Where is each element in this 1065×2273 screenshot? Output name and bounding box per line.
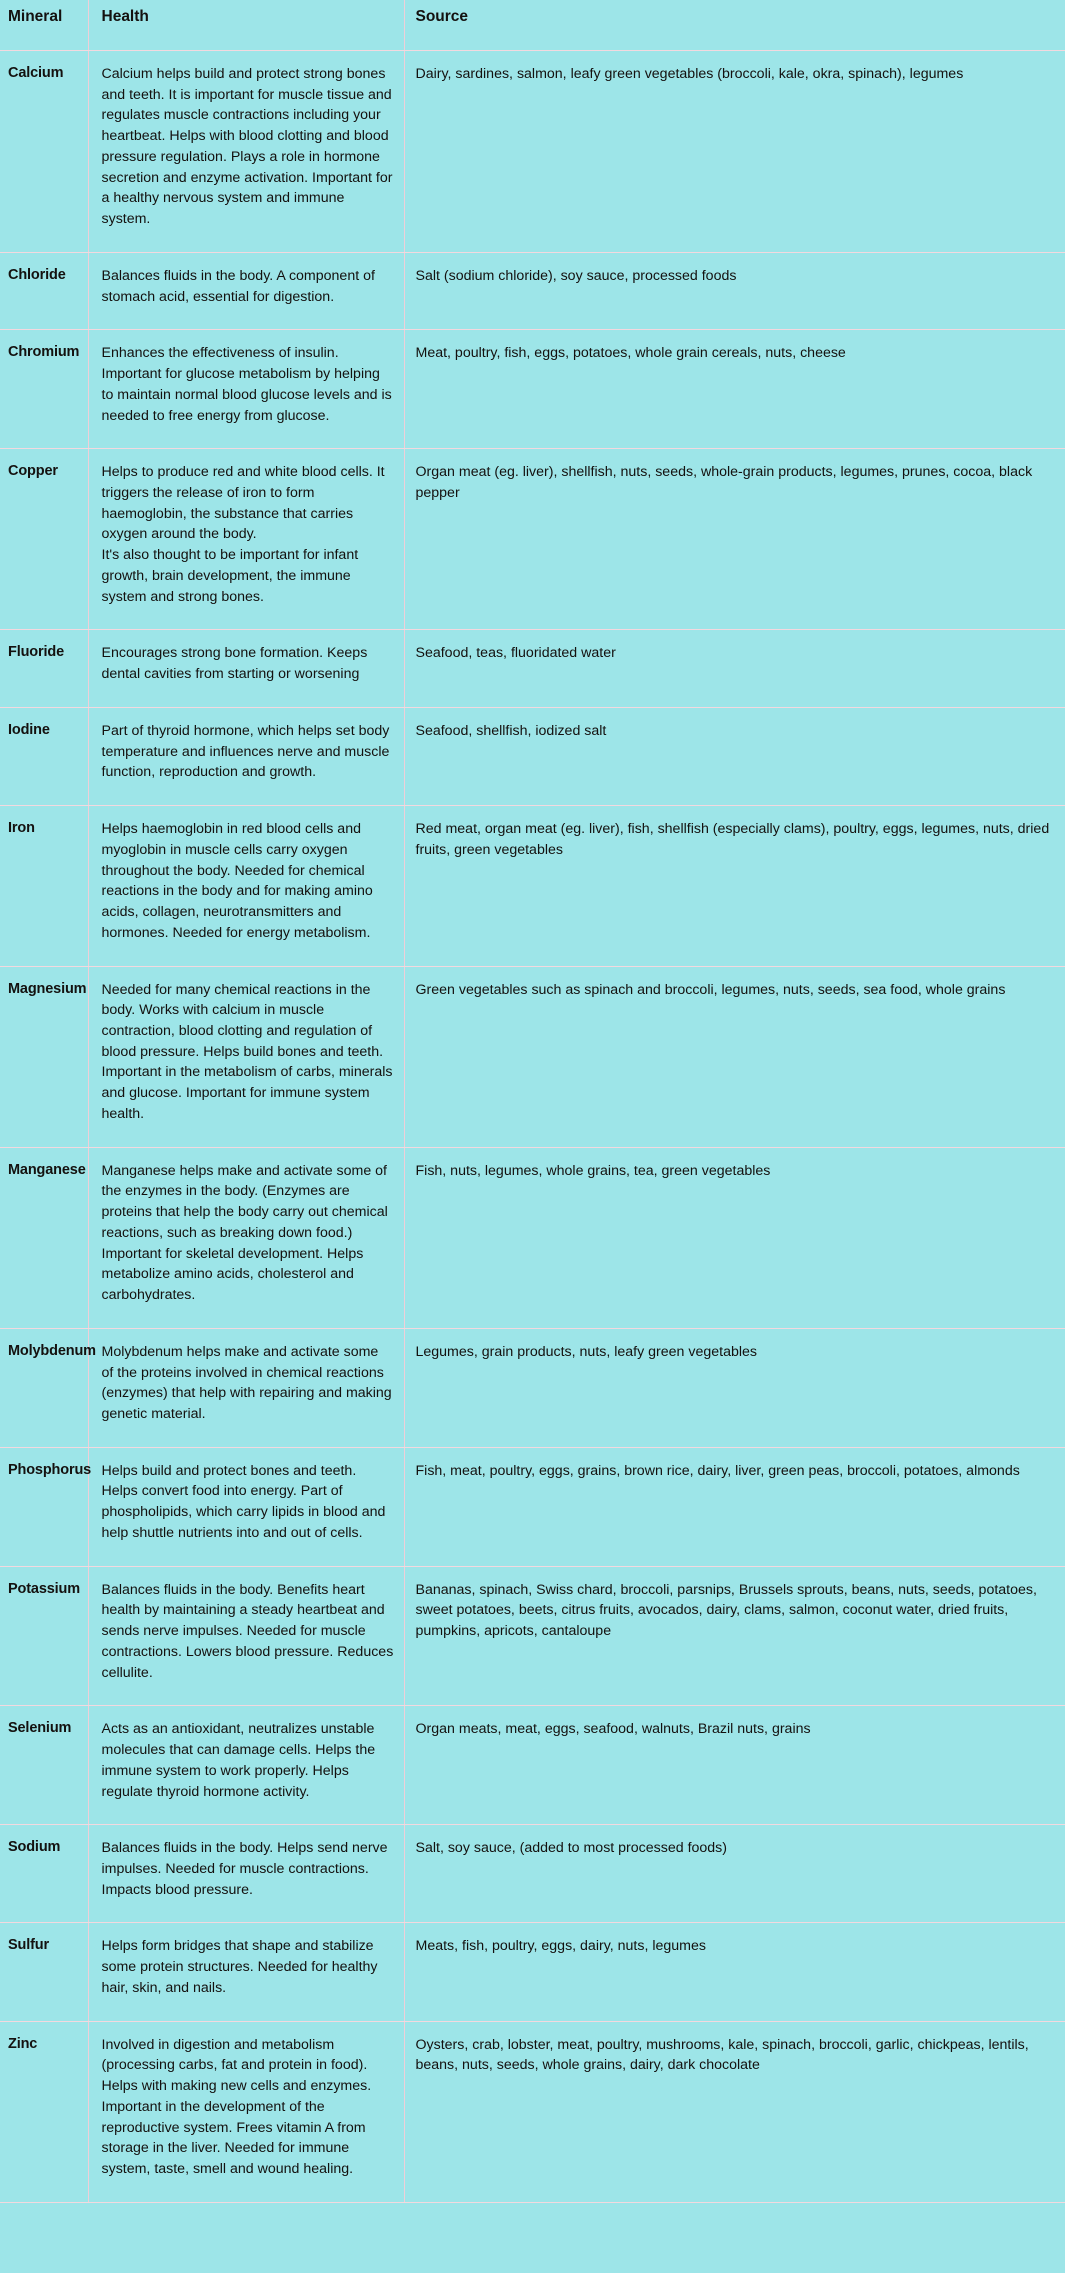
cell-source [404, 51, 1065, 253]
cell-source [404, 1147, 1065, 1328]
cell-source [404, 806, 1065, 966]
cell-health [88, 252, 404, 329]
health-description [89, 1448, 404, 1566]
mineral-name: Sodium [8, 1839, 61, 1856]
cell-source [404, 1566, 1065, 1706]
mineral-name: Iron [8, 820, 35, 837]
cell-mineral [0, 806, 88, 966]
health-paragraph: Involved in digestion and metabolism (processing carbs, fat and protein in food). [101, 2036, 368, 2074]
table-row [0, 1566, 1065, 1706]
mineral-name: Calcium [8, 65, 64, 81]
table-row [0, 630, 1065, 707]
column-header-source [404, 0, 1065, 51]
health-description [89, 330, 404, 448]
health-paragraph: Part of thyroid hormone, which helps set body temperature and influences nerve and muscle function, reproduction and growth. [101, 722, 390, 781]
health-paragraph: Balances fluids in the body. A component of stomach acid, essential for digestion. [101, 267, 375, 305]
cell-health [88, 1706, 404, 1825]
table-row [0, 330, 1065, 449]
mineral-name: Selenium [8, 1720, 72, 1737]
cell-health [88, 449, 404, 630]
table-row [0, 449, 1065, 630]
column-header-mineral [0, 0, 88, 51]
cell-mineral [0, 1825, 88, 1923]
source-description: Organ meat (eg. liver), shellfish, nuts, seeds, whole-grain products, legumes, prunes, cocoa, black pepper [415, 464, 1033, 502]
source-description: Seafood, teas, fluoridated water [415, 645, 616, 662]
cell-source [404, 330, 1065, 449]
health-paragraph: Molybdenum helps make and activate some of the proteins involved in chemical reactions (enzymes) that help with repairing and making genetic material. [101, 1343, 392, 1422]
health-description [89, 1825, 404, 1922]
column-header-health [88, 0, 404, 51]
source-description: Salt, soy sauce, (added to most processed foods) [415, 1840, 728, 1857]
cell-source [404, 1923, 1065, 2021]
cell-mineral [0, 2021, 88, 2202]
mineral-name: Copper [8, 463, 58, 480]
source-description: Red meat, organ meat (eg. liver), fish, shellfish (especially clams), poultry, eggs, legumes, nuts, dried fruits, green vegetables [415, 821, 1050, 858]
cell-mineral [0, 330, 88, 449]
health-description [89, 449, 404, 629]
cell-source [404, 449, 1065, 630]
mineral-name: Zinc [8, 2035, 38, 2052]
source-description: Legumes, grain products, nuts, leafy green vegetables [415, 1343, 757, 1360]
mineral-name: Chloride [8, 266, 66, 283]
health-paragraph: Calcium helps build and protect strong bones and teeth. It is important for muscle tissue and regulates muscle contractions including your heartbeat. Helps with blood clotting and blood pressure regulation. Plays a role in hormone secretion and enzyme activation. Important for a healthy nervous system and immune system. [101, 66, 393, 228]
health-description [89, 708, 404, 805]
mineral-name: Manganese [8, 1161, 86, 1178]
cell-health [88, 966, 404, 1147]
table-row [0, 2021, 1065, 2202]
cell-mineral [0, 449, 88, 630]
cell-health [88, 330, 404, 449]
cell-health [88, 1328, 404, 1447]
health-paragraph: Helps to produce red and white blood cells. It triggers the release of iron to form haemoglobin, the substance that carries oxygen around the body. [101, 464, 385, 543]
column-header-mineral-label: Mineral [8, 8, 63, 25]
health-description [89, 2022, 404, 2202]
source-description: Organ meats, meat, eggs, seafood, walnuts, Brazil nuts, grains [415, 1721, 811, 1738]
cell-mineral [0, 1706, 88, 1825]
mineral-name: Magnesium [8, 980, 87, 997]
cell-mineral [0, 51, 88, 253]
cell-mineral [0, 1328, 96, 1447]
cell-health [88, 2021, 404, 2202]
source-description: Dairy, sardines, salmon, leafy green vegetables (broccoli, kale, okra, spinach), legumes [415, 66, 964, 82]
mineral-name: Phosphorus [8, 1461, 92, 1478]
table-row [0, 51, 1065, 253]
mineral-name: Molybdenum [8, 1342, 96, 1359]
cell-mineral [0, 1923, 88, 2021]
health-description [89, 630, 404, 706]
health-description [89, 1567, 404, 1706]
table-row [0, 1447, 1065, 1566]
cell-source [404, 1706, 1065, 1825]
health-paragraph: Helps build and protect bones and teeth. Helps convert food into energy. Part of phospholipids, which carry lipids in blood and help shuttle nutrients into and out of cells. [101, 1462, 386, 1541]
health-paragraph: It's also thought to be important for infant growth, brain development, the immune system and strong bones. [101, 547, 359, 605]
health-description [89, 1148, 404, 1328]
mineral-name: Chromium [8, 344, 80, 361]
source-description: Seafood, shellfish, iodized salt [415, 722, 607, 739]
table-row [0, 1825, 1065, 1923]
health-description [89, 1706, 404, 1824]
cell-source [404, 2021, 1065, 2202]
health-paragraph: Balances fluids in the body. Helps send nerve impulses. Needed for muscle contractions. Impacts blood pressure. [101, 1840, 388, 1898]
source-description: Fish, meat, poultry, eggs, grains, brown rice, dairy, liver, green peas, broccoli, potatoes, almonds [415, 1462, 1020, 1479]
health-paragraph: Enhances the effectiveness of insulin. Important for glucose metabolism by helping to maintain normal blood glucose levels and is needed to free energy from glucose. [101, 345, 392, 424]
cell-mineral [0, 1447, 92, 1566]
health-description [89, 1923, 404, 2020]
cell-mineral [0, 966, 88, 1147]
table-row [0, 1923, 1065, 2021]
health-paragraph: Acts as an antioxidant, neutralizes unstable molecules that can damage cells. Helps the immune system to work properly. Helps regulate thyroid hormone activity. [101, 1721, 376, 1800]
cell-source [404, 1328, 1065, 1447]
cell-health [88, 1825, 404, 1923]
column-header-health-label: Health [101, 8, 149, 25]
health-paragraph: Helps haemoglobin in red blood cells and myoglobin in muscle cells carry oxygen throughout the body. Needed for chemical reactions in the body and for making amino acids, collagen, neurotransmitters and hormones. Needed for energy metabolism. [101, 821, 373, 941]
cell-source [404, 1825, 1065, 1923]
health-paragraph: Encourages strong bone formation. Keeps dental cavities from starting or worsening [101, 645, 368, 683]
cell-source [404, 630, 1065, 707]
health-paragraph: Important for skeletal development. Helps metabolize amino acids, cholesterol and carbohydrates. [101, 1245, 364, 1304]
table-header [0, 0, 1065, 51]
cell-mineral [0, 252, 88, 329]
cell-source [404, 966, 1065, 1147]
health-description [89, 51, 404, 252]
header-row [0, 0, 1065, 51]
source-description: Green vegetables such as spinach and broccoli, legumes, nuts, seeds, sea food, whole grains [415, 981, 1006, 998]
source-description: Fish, nuts, legumes, whole grains, tea, green vegetables [415, 1162, 771, 1179]
health-paragraph: Helps with making new cells and enzymes. Important in the development of the reproductive system. Frees vitamin A from storage in the liver. Needed for immune system, taste, smell and wound healing. [101, 2078, 372, 2178]
table-row [0, 1147, 1065, 1328]
cell-source [404, 1447, 1065, 1566]
health-paragraph: Helps form bridges that shape and stabilize some protein structures. Needed for healthy hair, skin, and nails. [101, 1938, 378, 1996]
cell-health [88, 1566, 404, 1706]
table-body [0, 51, 1065, 2203]
source-description: Salt (sodium chloride), soy sauce, processed foods [415, 267, 737, 284]
column-header-source-label: Source [415, 8, 469, 25]
cell-health [88, 1147, 404, 1328]
cell-mineral [0, 630, 88, 707]
cell-health [88, 51, 404, 253]
cell-health [88, 806, 404, 966]
mineral-name: Fluoride [8, 644, 64, 661]
cell-health [88, 1923, 404, 2021]
source-description: Bananas, spinach, Swiss chard, broccoli, parsnips, Brussels sprouts, beans, nuts, seeds, potatoes, sweet potatoes, beets, citrus fruits, avocados, dairy, clams, salmon, coconut water, dried fruits, pumpkins, apricots, cantaloupe [415, 1581, 1037, 1640]
source-description: Oysters, crab, lobster, meat, poultry, mushrooms, kale, spinach, broccoli, garlic, chickpeas, lentils, beans, nuts, seeds, whole grains, dairy, dark chocolate [415, 2036, 1029, 2074]
health-paragraph: Needed for many chemical reactions in the body. Works with calcium in muscle contraction, blood clotting and regulation of blood pressure. Helps build bones and teeth. Important in the metabolism of carbs, minerals and glucose. Important for immune system health. [101, 981, 393, 1122]
cell-health [88, 1447, 404, 1566]
source-description: Meat, poultry, fish, eggs, potatoes, whole grain cereals, nuts, cheese [415, 345, 846, 362]
cell-mineral [0, 1566, 88, 1706]
cell-health [88, 630, 404, 707]
health-paragraph: Balances fluids in the body. Benefits heart health by maintaining a steady heartbeat and sends nerve impulses. Needed for muscle contractions. Lowers blood pressure. Reduces cellulite. [101, 1581, 394, 1681]
cell-source [404, 252, 1065, 329]
health-description [89, 1329, 404, 1447]
table-row [0, 707, 1065, 805]
table-row [0, 1706, 1065, 1825]
cell-source [404, 707, 1065, 805]
cell-health [88, 707, 404, 805]
table-row [0, 966, 1065, 1147]
table-row [0, 806, 1065, 966]
health-description [89, 806, 404, 965]
source-description: Meats, fish, poultry, eggs, dairy, nuts, legumes [415, 1938, 706, 1955]
table-row [0, 1328, 1065, 1447]
cell-mineral [0, 1147, 88, 1328]
table-row [0, 252, 1065, 329]
health-paragraph: Manganese helps make and activate some of the enzymes in the body. (Enzymes are proteins that help the body carry out chemical reactions, such as breaking down food.) [101, 1162, 388, 1241]
mineral-name: Iodine [8, 721, 50, 738]
mineral-name: Sulfur [8, 1937, 49, 1954]
mineral-name: Potassium [8, 1580, 80, 1597]
cell-mineral [0, 707, 88, 805]
health-description [89, 253, 404, 329]
health-description [89, 967, 404, 1147]
